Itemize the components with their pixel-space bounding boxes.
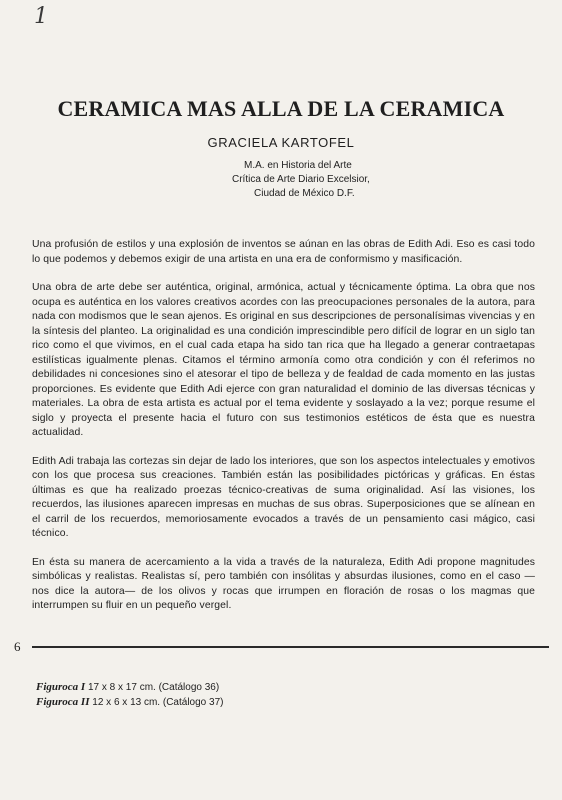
caption-title: Figuroca I [36, 681, 86, 693]
caption-title: Figuroca II [36, 696, 90, 708]
caption-line [36, 695, 223, 710]
credential-line: Crítica de Arte Diario Excelsior, [232, 174, 370, 185]
caption-details: 12 x 6 x 13 cm. (Catálogo 37) [92, 697, 224, 708]
article-body [32, 238, 535, 628]
article-title: CERAMICA MAS ALLA DE LA CERAMICA [57, 96, 505, 121]
caption-details: 17 x 8 x 17 cm. (Catálogo 36) [88, 682, 220, 693]
body-paragraph: Edith Adi trabaja las cortezas sin dejar de lado los interiores, que son los aspectos intelectuales y emotivos con los que procesa sus creaciones. También están las posibilidades pictóricas y gráficas. En éstas últimas es que ha realizado proezas técnico-creativas de suma originalidad. Así las visiones, los recuerdos, las ilusiones aparecen impresas en muchas de sus obras. Superposiciones que se alínean en el carril de los recuerdos, memoriosamente evocados a través de un pensamiento casi mágico, casi técnico. [32, 455, 535, 539]
horizontal-divider [32, 646, 549, 648]
figure-captions [36, 680, 223, 710]
handwritten-page-mark: 1 [34, 4, 48, 29]
caption-line [36, 680, 223, 695]
page-number: 6 [14, 639, 21, 654]
body-paragraph: Una profusión de estilos y una explosión de inventos se aúnan en las obras de Edith Adi. Eso es casi todo lo que podemos y debemos exigir de una artista en una era de conformismo y masificación. [32, 239, 535, 265]
body-paragraph: En ésta su manera de acercamiento a la vida a través de la naturaleza, Edith Adi propone magnitudes simbólicas y realistas. Realistas sí, pero también con insólitas y absurdas ilusiones, como en el caso —nos dice la autora— de los olivos y rocas que irrumpen en floración de rosas o los magmas que interrumpen su fluir en un pequeño vergel. [32, 556, 535, 611]
credential-line: M.A. en Historia del Arte [244, 160, 352, 171]
credential-line: Ciudad de México D.F. [254, 188, 355, 199]
author-credentials [232, 159, 370, 201]
body-paragraph: Una obra de arte debe ser auténtica, original, armónica, actual y técnicamente óptima. La obra que nos ocupa es auténtica en los valores creativos acordes con las preocupaciones personales de la autora, para nada con modismos que le sean ajenos. Es original en sus descripciones de personalísimas vivencias y en la síntesis del planteo. La originalidad es una condición imprescindible pero difícil de lograr en un siglo tan rico como el que vivimos, en el cual cada etapa ha sido tan rica que ha llegado a generar contraetapas estilísticas igualmente plenas. Citamos el término armonía como otra condición y con él referimos no debilidades ni concesiones sino el atesorar el tipo de belleza y de fealdad de cada momento en las justas proporciones. Es evidente que Edith Adi ejerce con gran naturalidad el dominio de las diversas técnicas y materiales. La obra de esta artista es actual por el tema evidente y soslayado a la vez; porque resume el siglo y proyecta el presente hacia el futuro con sus testimonios estéticos de ésta que es nuestra actualidad. [32, 282, 535, 438]
author-name: GRACIELA KARTOFEL [207, 135, 355, 150]
